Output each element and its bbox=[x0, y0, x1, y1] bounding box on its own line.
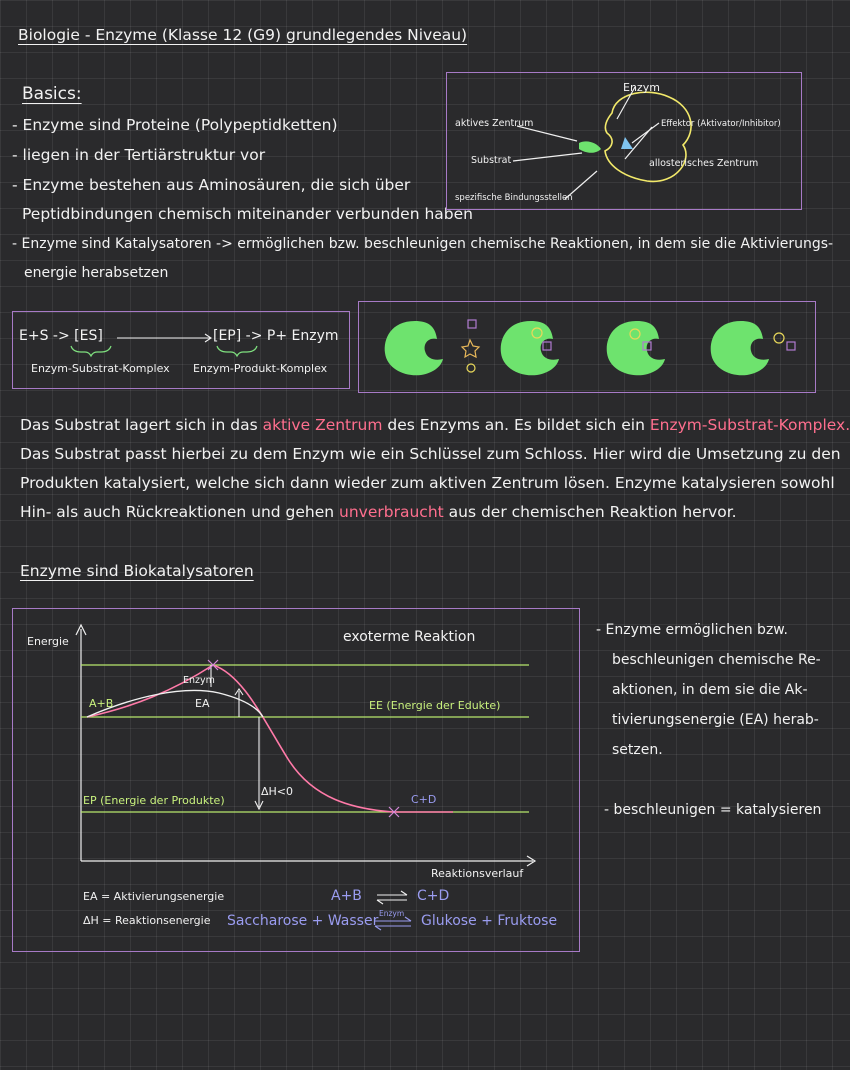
enzyme-shape-2 bbox=[501, 321, 559, 375]
basics-bullet-4-cont: energie herabsetzen bbox=[24, 265, 169, 281]
eq2-enzym: Enzym bbox=[379, 909, 405, 918]
side-note-line-1: - Enzyme ermöglichen bzw. bbox=[596, 622, 788, 638]
page-title: Biologie - Enzyme (Klasse 12 (G9) grundlegendes Niveau) bbox=[18, 26, 468, 44]
label-enzym: Enzym bbox=[623, 81, 660, 94]
enzyme-shape-4 bbox=[711, 321, 769, 375]
label-ab: A+B bbox=[89, 697, 114, 710]
legend-ea: EA = Aktivierungsenergie bbox=[83, 890, 225, 903]
side-note-line-4: tivierungsenergie (EA) herab- bbox=[612, 712, 819, 728]
enzyme-structure-box bbox=[446, 72, 802, 210]
side-note-line-3: aktionen, in dem sie die Ak- bbox=[612, 682, 808, 698]
graph-xlabel: Reaktionsverlauf bbox=[431, 867, 524, 880]
graph-ylabel: Energie bbox=[27, 635, 69, 648]
eq2-right: Glukose + Fruktose bbox=[421, 913, 558, 929]
basics-bullet-1: - Enzyme sind Proteine (Polypeptidketten) bbox=[12, 116, 338, 134]
label-cd: C+D bbox=[411, 793, 437, 806]
paragraph-1d: Enzym-Substrat-Komplex. bbox=[649, 416, 850, 434]
label-ea: EA bbox=[195, 697, 210, 710]
basics-bullet-2: - liegen in der Tertiärstruktur vor bbox=[12, 146, 266, 164]
label-allosterisch: allosterisches Zentrum bbox=[649, 158, 759, 169]
ep-complex-label: Enzym-Produkt-Komplex bbox=[193, 362, 328, 375]
reaction-box bbox=[12, 311, 350, 389]
eq1-right: C+D bbox=[417, 888, 450, 904]
reaction-arrows-svg bbox=[13, 312, 349, 388]
paragraph-line-4 bbox=[20, 503, 737, 521]
paragraph-line-2: Das Substrat passt hierbei zu dem Enzym wie ein Schlüssel zum Schloss. Hier wird die Umsetzung zu den bbox=[20, 445, 841, 463]
label-bindungsstellen: spezifische Bindungsstellen bbox=[455, 193, 573, 203]
basics-bullet-3-cont: Peptidbindungen chemisch miteinander verbunden haben bbox=[22, 205, 473, 223]
effector-shape bbox=[621, 137, 633, 149]
enzyme-sequence-box bbox=[358, 301, 816, 393]
section-heading-biokatalysatoren: Enzyme sind Biokatalysatoren bbox=[20, 562, 254, 580]
side-note-line-2: beschleunigen chemische Re- bbox=[612, 652, 821, 668]
paragraph-1a: Das Substrat lagert sich in das bbox=[20, 416, 263, 434]
curve-with-enzyme bbox=[87, 690, 263, 717]
label-dh: ΔH<0 bbox=[261, 785, 294, 798]
side-note-line-5: setzen. bbox=[612, 742, 663, 758]
eq2-left: Saccharose + Wasser bbox=[227, 913, 379, 929]
paragraph-4b: unverbraucht bbox=[339, 503, 444, 521]
paragraph-1b: aktive Zentrum bbox=[262, 416, 383, 434]
enzyme-sequence-svg bbox=[359, 302, 815, 392]
paragraph-1c: des Enzyms an. Es bildet sich ein bbox=[382, 416, 650, 434]
enzyme-shape-1 bbox=[385, 321, 443, 375]
label-enzym-graph: Enzym bbox=[183, 675, 215, 686]
side-note-katalysieren: - beschleunigen = katalysieren bbox=[604, 802, 822, 818]
basics-heading: Basics: bbox=[22, 84, 82, 104]
substrate-shape bbox=[579, 141, 601, 152]
paragraph-line-3: Produkten katalysiert, welche sich dann wieder zum aktiven Zentrum lösen. Enzyme katalysieren sowohl bbox=[20, 474, 835, 492]
graph-title: exoterme Reaktion bbox=[343, 629, 476, 645]
basics-bullet-3: - Enzyme bestehen aus Aminosäuren, die sich über bbox=[12, 176, 411, 194]
paragraph-4a: Hin- als auch Rückreaktionen und gehen bbox=[20, 503, 340, 521]
label-effektor: Effektor (Aktivator/Inhibitor) bbox=[661, 119, 781, 129]
reaction-right: [EP] -> P+ Enzym bbox=[213, 328, 339, 344]
reaction-left: E+S -> [ES] bbox=[19, 328, 103, 344]
label-ee: EE (Energie der Edukte) bbox=[369, 699, 501, 712]
legend-dh: ΔH = Reaktionsenergie bbox=[83, 914, 211, 927]
label-substrat: Substrat bbox=[471, 155, 512, 166]
paragraph-line-1 bbox=[20, 416, 850, 434]
es-complex-label: Enzym-Substrat-Komplex bbox=[31, 362, 170, 375]
paragraph-4c: aus der chemischen Reaktion hervor. bbox=[443, 503, 737, 521]
basics-bullet-4: - Enzyme sind Katalysatoren -> ermöglichen bzw. beschleunigen chemische Reaktionen, in dem sie die Aktivierungs- bbox=[12, 236, 834, 252]
label-aktives-zentrum: aktives Zentrum bbox=[455, 118, 534, 129]
eq1-left: A+B bbox=[331, 888, 362, 904]
energy-graph-box bbox=[12, 608, 580, 952]
label-ep: EP (Energie der Produkte) bbox=[83, 794, 225, 807]
